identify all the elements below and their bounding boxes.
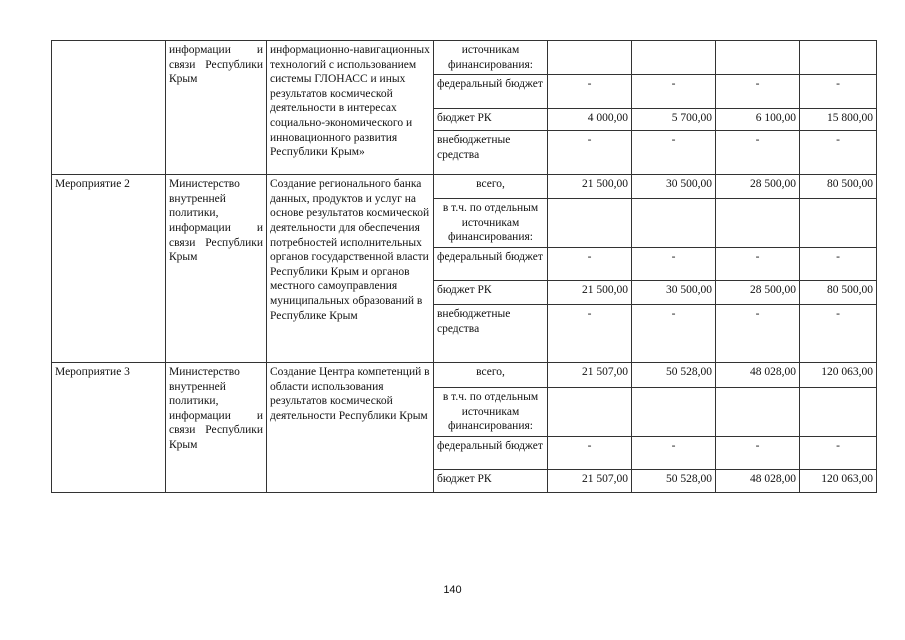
amount-cell: - xyxy=(800,131,877,175)
organization-cell: Министерство внутренней политики, информации и связи Республики Крым xyxy=(166,362,267,492)
amount-cell: 21 500,00 xyxy=(548,280,632,304)
amount-cell xyxy=(548,387,632,436)
funding-source-cell: бюджет РК xyxy=(434,109,548,131)
amount-cell: 30 500,00 xyxy=(632,280,716,304)
amount-cell: 4 000,00 xyxy=(548,109,632,131)
amount-cell: 120 063,00 xyxy=(800,469,877,492)
event-cell xyxy=(52,41,166,175)
description-cell: информационно-навигационных технологий с использованием системы ГЛОНАСС и иных результатов космической деятельности в интересах социально-экономического и инновационного развития Республики Крым» xyxy=(267,41,434,175)
funding-source-cell: всего, xyxy=(434,362,548,387)
amount-cell xyxy=(548,41,632,75)
funding-source-cell: всего, xyxy=(434,175,548,199)
amount-cell: 21 507,00 xyxy=(548,469,632,492)
funding-source-cell: источникам финансирования: xyxy=(434,41,548,75)
amount-cell: 48 028,00 xyxy=(716,469,800,492)
amount-cell xyxy=(800,41,877,75)
amount-cell: - xyxy=(632,247,716,280)
amount-cell xyxy=(716,199,800,248)
amount-cell: - xyxy=(716,247,800,280)
organization-cell: Министерство внутренней политики, информации и связи Республики Крым xyxy=(166,175,267,363)
amount-cell xyxy=(632,387,716,436)
table-row xyxy=(52,41,877,75)
funding-source-cell: в т.ч. по отдельным источникам финансирования: xyxy=(434,199,548,248)
amount-cell: - xyxy=(548,247,632,280)
funding-source-cell: федеральный бюджет xyxy=(434,247,548,280)
budget-table xyxy=(51,40,877,493)
amount-cell: 21 507,00 xyxy=(548,362,632,387)
funding-source-cell: внебюджетные средства xyxy=(434,304,548,362)
amount-cell xyxy=(800,199,877,248)
amount-cell: 80 500,00 xyxy=(800,280,877,304)
amount-cell: 80 500,00 xyxy=(800,175,877,199)
amount-cell: 120 063,00 xyxy=(800,362,877,387)
amount-cell: - xyxy=(716,304,800,362)
amount-cell: - xyxy=(632,304,716,362)
amount-cell: - xyxy=(632,131,716,175)
amount-cell: 28 500,00 xyxy=(716,280,800,304)
amount-cell xyxy=(632,199,716,248)
amount-cell: - xyxy=(548,131,632,175)
table-body xyxy=(52,41,877,493)
amount-cell: - xyxy=(548,436,632,469)
funding-source-cell: федеральный бюджет xyxy=(434,75,548,109)
event-cell: Мероприятие 2 xyxy=(52,175,166,363)
amount-cell: 50 528,00 xyxy=(632,469,716,492)
table-row xyxy=(52,362,877,387)
amount-cell: 5 700,00 xyxy=(632,109,716,131)
description-cell: Создание Центра компетенций в области использования результатов космической деятельности Республики Крым xyxy=(267,362,434,492)
amount-cell xyxy=(632,41,716,75)
amount-cell: 15 800,00 xyxy=(800,109,877,131)
amount-cell: - xyxy=(716,436,800,469)
funding-source-cell: в т.ч. по отдельным источникам финансирования: xyxy=(434,387,548,436)
amount-cell: - xyxy=(716,75,800,109)
funding-source-cell: бюджет РК xyxy=(434,280,548,304)
amount-cell: - xyxy=(716,131,800,175)
amount-cell xyxy=(716,387,800,436)
amount-cell xyxy=(716,41,800,75)
amount-cell xyxy=(548,199,632,248)
amount-cell: 6 100,00 xyxy=(716,109,800,131)
amount-cell: 21 500,00 xyxy=(548,175,632,199)
page-number: 140 xyxy=(443,584,462,596)
amount-cell: - xyxy=(800,75,877,109)
amount-cell: - xyxy=(632,75,716,109)
amount-cell: - xyxy=(632,436,716,469)
amount-cell: 48 028,00 xyxy=(716,362,800,387)
description-cell: Создание регионального банка данных, продуктов и услуг на основе результатов космической деятельности для обеспечения потребностей исполнительных органов государственной власти Республики Крым и органов местного самоуправления муниципальных образований в Республике Крым xyxy=(267,175,434,363)
amount-cell: 28 500,00 xyxy=(716,175,800,199)
organization-cell: информации и связи Республики Крым xyxy=(166,41,267,175)
amount-cell: 30 500,00 xyxy=(632,175,716,199)
amount-cell: - xyxy=(548,304,632,362)
amount-cell: - xyxy=(800,436,877,469)
amount-cell: - xyxy=(800,247,877,280)
amount-cell: - xyxy=(548,75,632,109)
amount-cell xyxy=(800,387,877,436)
funding-source-cell: бюджет РК xyxy=(434,469,548,492)
amount-cell: 50 528,00 xyxy=(632,362,716,387)
event-cell: Мероприятие 3 xyxy=(52,362,166,492)
amount-cell: - xyxy=(800,304,877,362)
funding-source-cell: внебюджетные средства xyxy=(434,131,548,175)
table-row xyxy=(52,175,877,199)
funding-source-cell: федеральный бюджет xyxy=(434,436,548,469)
